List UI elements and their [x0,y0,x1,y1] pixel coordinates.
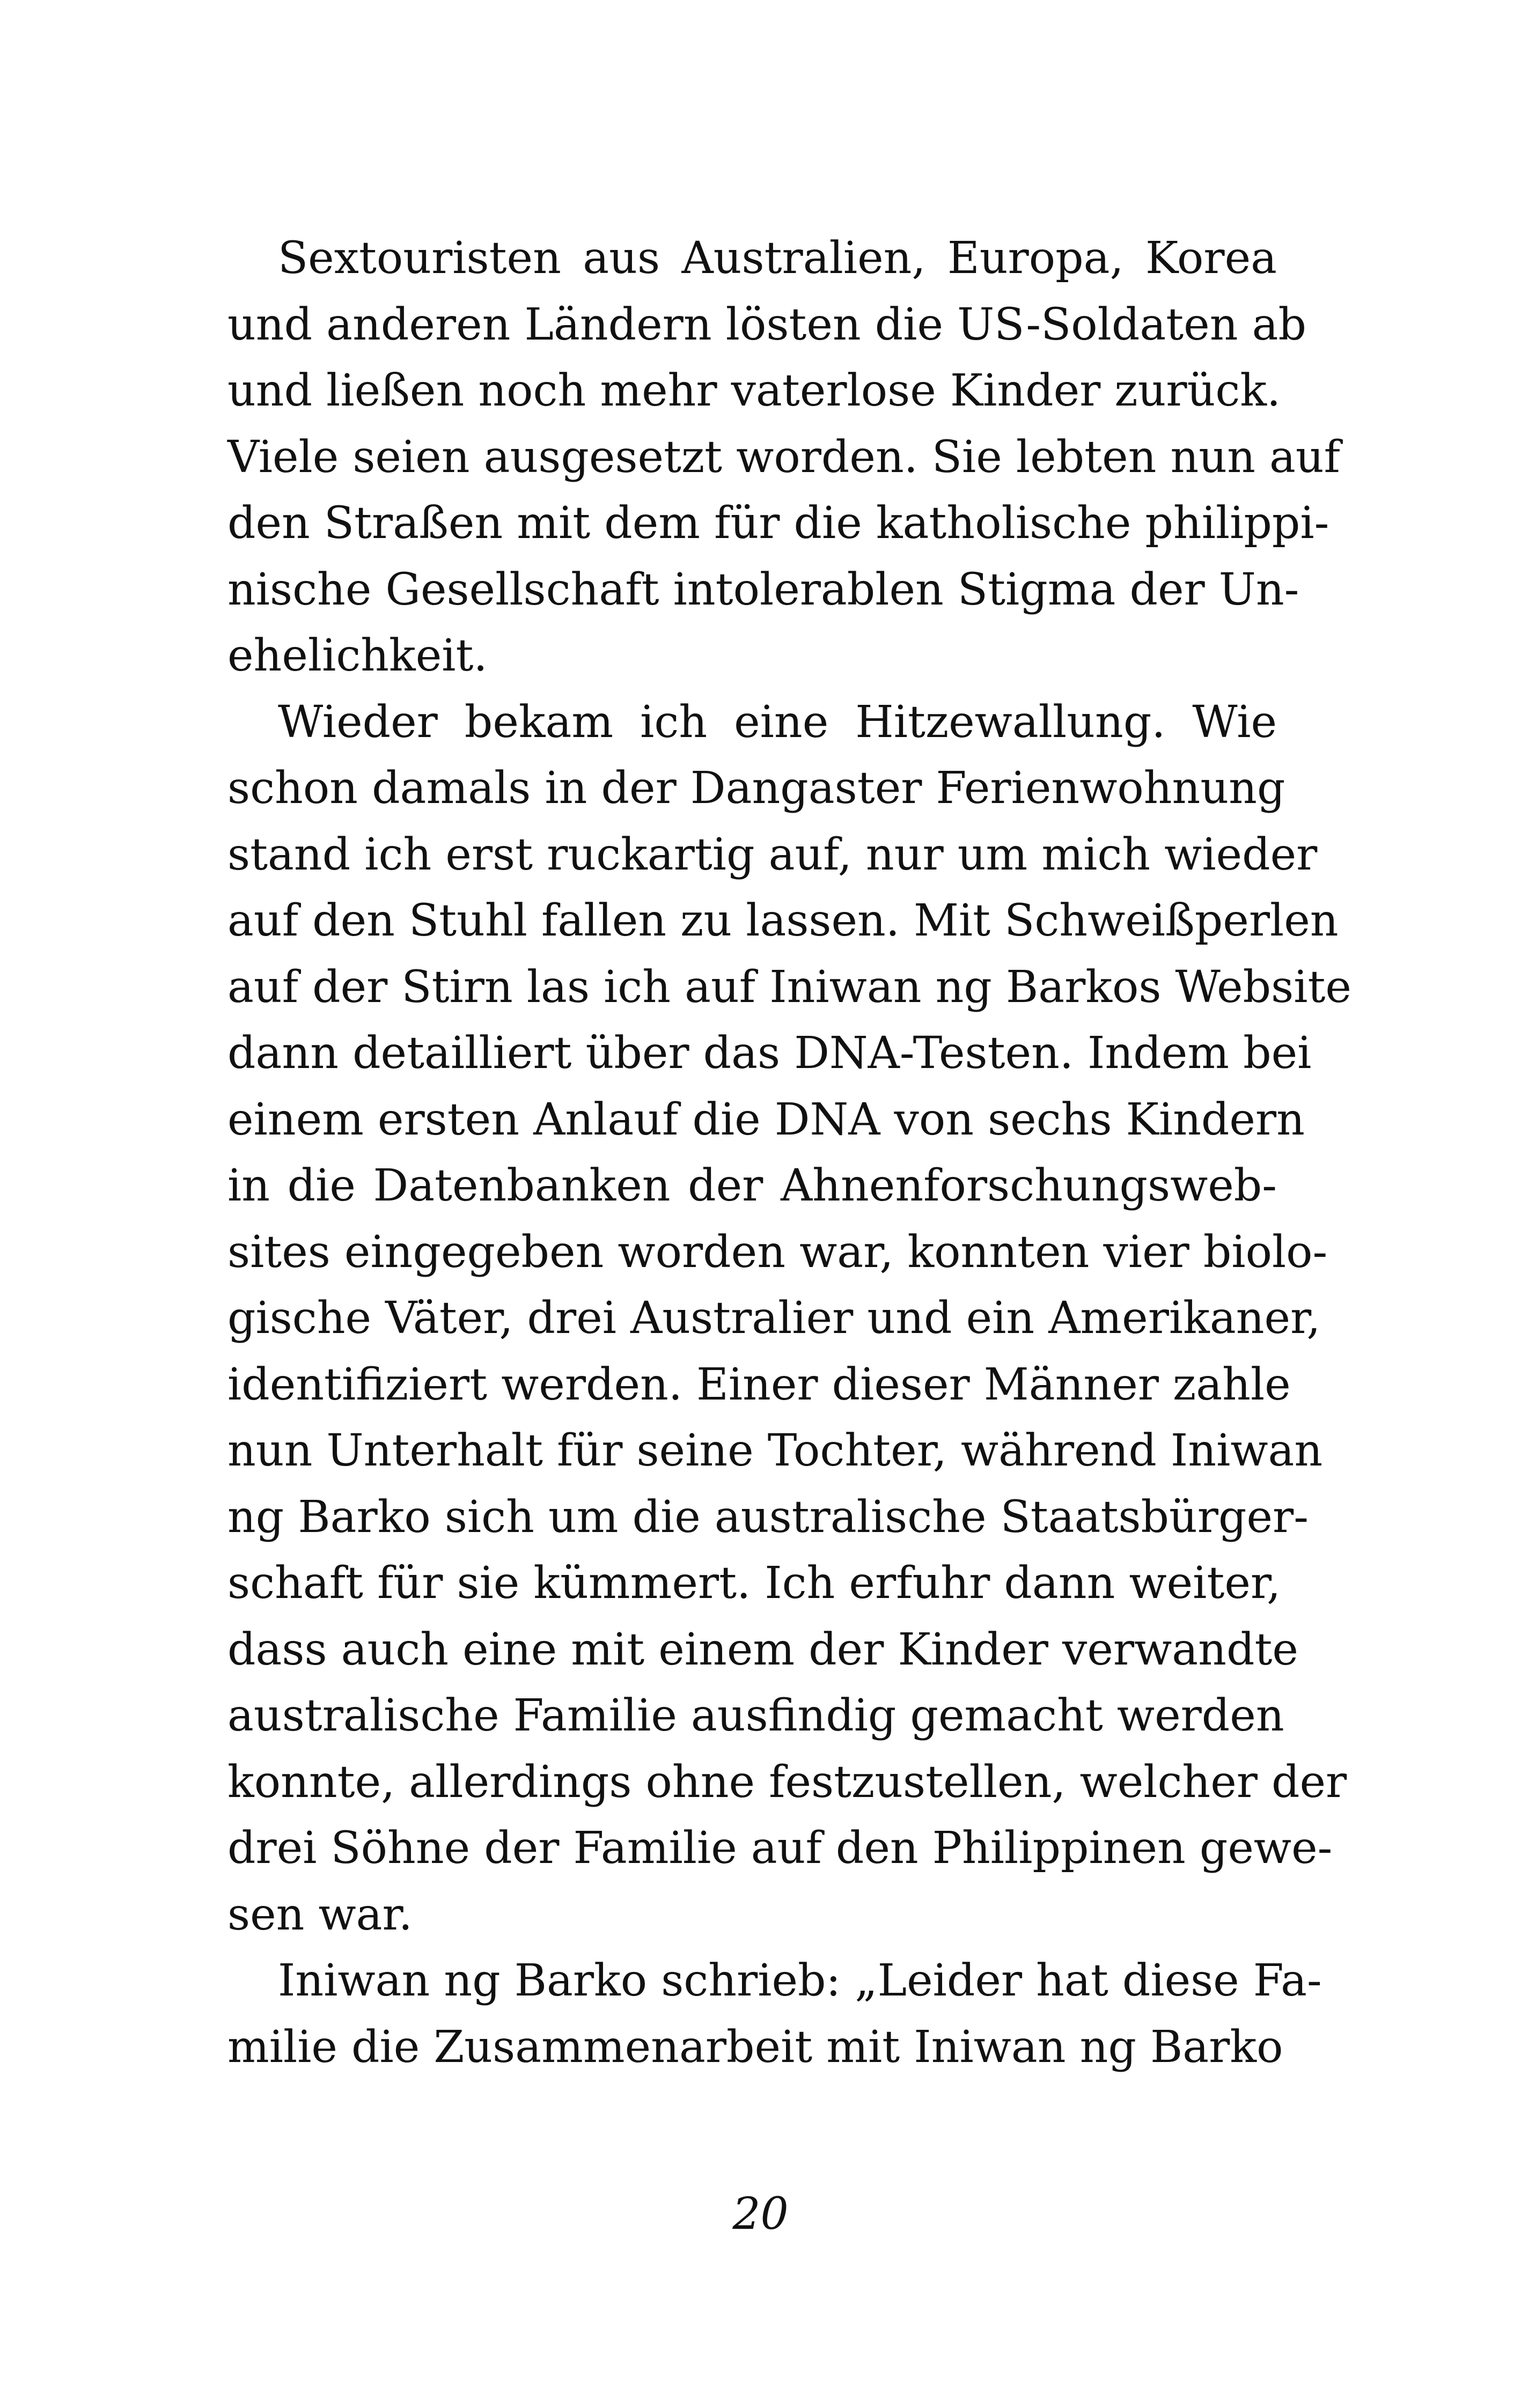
text-line: gische Väter, drei Australier und ein Amerikaner, [227,1293,1321,1344]
text-line: sites eingegeben worden war, konnten vier biolo- [227,1226,1328,1278]
text-line: Sextouristen aus Australien, Europa, Korea [278,233,1277,284]
text-line: dass auch eine mit einem der Kinder verwandte [227,1624,1298,1675]
text-line: einem ersten Anlauf die DNA von sechs Kindern [227,1094,1305,1145]
text-line: nun Unterhalt für seine Tochter, während Iniwan [227,1425,1323,1476]
text-line: und ließen noch mehr vaterlose Kinder zurück. [227,365,1281,416]
text-line: auf der Stirn las ich auf Iniwan ng Barkos Website [227,961,1351,1013]
text-line: ng Barko sich um die australische Staatsbürger- [227,1491,1309,1543]
text-line: schaft für sie kümmert. Ich erfuhr dann weiter, [227,1558,1281,1609]
text-line: drei Söhne der Familie auf den Philippinen gewe- [227,1823,1333,1874]
text-line: schon damals in der Dangaster Ferienwohnung [227,763,1285,814]
text-line: milie die Zusammenarbeit mit Iniwan ng Barko [227,2021,1283,2073]
text-line: Iniwan ng Barko schrieb: „Leider hat diese Fa- [278,1955,1322,2006]
text-line: identifiziert werden. Einer dieser Männer zahle [227,1359,1291,1410]
body-text [227,225,1351,2080]
text-line: und anderen Ländern lösten die US-Soldaten ab [227,299,1306,350]
text-line: ehelichkeit. [227,630,488,681]
text-line: australische Familie ausfindig gemacht werden [227,1690,1284,1741]
text-line: den Straßen mit dem für die katholische philippi- [227,498,1329,549]
page-number: 20 [732,2189,789,2240]
text-line: in die Datenbanken der Ahnenforschungsweb- [227,1160,1277,1211]
text-line: Viele seien ausgesetzt worden. Sie lebten nun auf [227,431,1341,483]
text-line: stand ich erst ruckartig auf, nur um mich wieder [227,829,1318,880]
text-line: konnte, allerdings ohne festzustellen, welcher der [227,1756,1347,1808]
text-line: dann detailliert über das DNA-Testen. Indem bei [227,1028,1312,1079]
text-line: nische Gesellschaft intolerablen Stigma der Un- [227,564,1299,615]
text-line: auf den Stuhl fallen zu lassen. Mit Schweißperlen [227,895,1339,946]
text-line: sen war. [227,1889,413,1940]
text-line: Wieder bekam ich eine Hitzewallung. Wie [278,696,1277,748]
